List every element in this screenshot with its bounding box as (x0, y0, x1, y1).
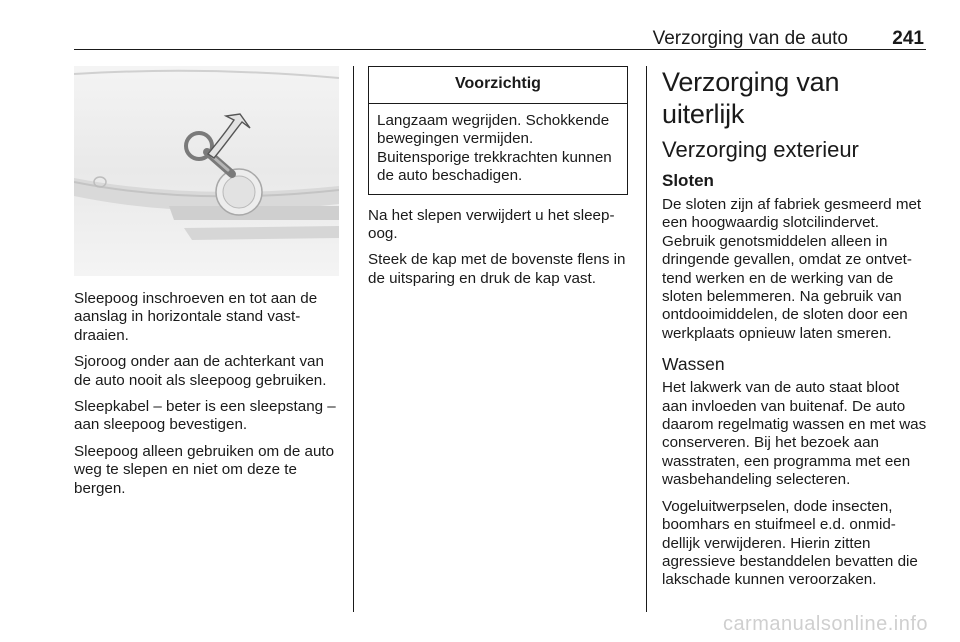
page-number: 241 (892, 28, 924, 49)
topic-heading-locks: Sloten (662, 171, 714, 190)
paragraph: Na het slepen verwijdert u het sleepoog. (368, 206, 615, 243)
caution-text: Langzaam wegrijden. Schokkende bewegingen vermijden. Buitensporige trekkrachten kunnen de auto beschadigen. (377, 112, 612, 185)
column-divider-2 (646, 66, 647, 612)
paragraph: Vogeluitwerpselen, dode insecten, boomhars en stuifmeel e.d. onmiddellijk verwijderen. Hierin zitten agressieve bestanddelen bevatten die lakschade kunnen veroorzaken. (662, 497, 918, 589)
paragraph: Sleepoog alleen gebruiken om de auto weg te slepen en niet om deze te bergen. (74, 442, 335, 497)
towing-eye-drawing (74, 66, 339, 276)
column-3 (662, 66, 928, 598)
caution-title: Voorzichtig (369, 67, 627, 104)
header-rule (74, 49, 926, 50)
paragraph: Sjoroog onder aan de achterkant van de auto nooit als sleepoog gebruiken. (74, 353, 327, 389)
paragraph: Sleepkabel – beter is een sleepstang – aan sleepoog bevestigen. (74, 398, 336, 434)
section-heading: Verzorging van uiterlijk (662, 67, 840, 129)
caution-box (368, 66, 628, 195)
header-title: Verzorging van de auto (652, 28, 848, 49)
paragraph: Steek de kap met de bovenste flens in de uitsparing en druk de kap vast. (368, 251, 626, 287)
column-1-text (74, 290, 342, 498)
towing-eye-illustration (74, 66, 339, 276)
column-2-text (368, 207, 632, 289)
paragraph: Het lakwerk van de auto staat bloot aan invloeden van buitenaf. De auto daarom regelmatig wassen en met was conserveren. Bij het bezoek aan wasstraten, een programma met een wasbehandeling selecteren. (662, 379, 927, 489)
column-divider-1 (353, 66, 354, 612)
watermark: carmanualsonline.info (722, 613, 928, 635)
subsection-heading: Verzorging exterieur (662, 137, 859, 162)
topic-heading-washing: Wassen (662, 354, 725, 375)
column-2 (368, 66, 632, 296)
column-1 (74, 66, 342, 506)
paragraph: Sleepoog inschroeven en tot aan de aanslag in horizontale stand vastdraaien. (74, 290, 318, 344)
paragraph: De sloten zijn af fabriek gesmeerd met een hoogwaardig slotcilindervet. Gebruik genotsmiddelen alleen in dringende gevallen, omdat ze ontvettend werken en de werking van de sloten belemmeren. Na gebruik van ontdooimiddelen, de sloten door een werkplaats opnieuw laten smeren. (662, 196, 922, 342)
